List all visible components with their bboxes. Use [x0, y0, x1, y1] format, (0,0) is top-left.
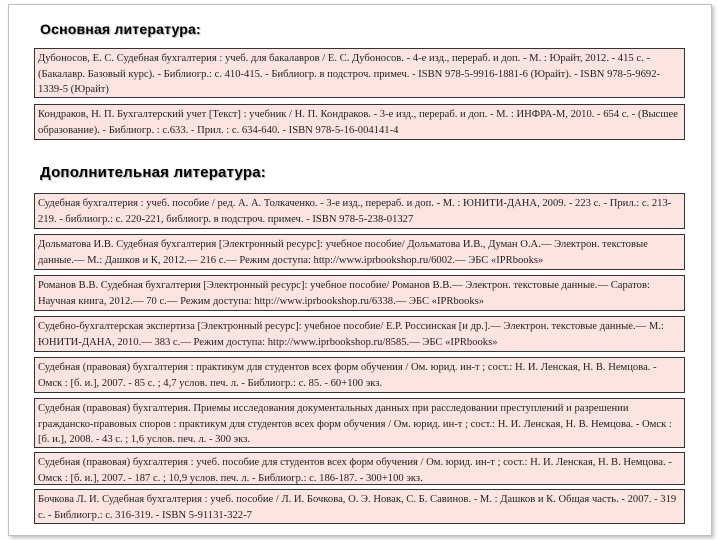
extra-reference-6: Судебная (правовая) бухгалтерия. Приемы исследования документальных данных при расследовании преступлений и разрешении гражданско-правовых споров : практикум для студентов всех форм обучения / Ом. юрид. ин-т ; сост.: Н. И. Ленская, Н. В. Немцова. - Омск : [б. и.], 2008. - 43 с. ; 1,6 услов. печ. л. - 300 экз.	[34, 398, 685, 448]
extra-reference-7: Судебная (правовая) бухгалтерия : учеб. пособие для студентов всех форм обучения / Ом. юрид. ин-т ; сост.: Н. И. Ленская, Н. В. Немцова. - Омск : [б. и.], 2007. - 187 с. ; 10,9 услов. печ. л. - Библиогр.: с. 186-187. - 300+100 экз.	[34, 452, 685, 485]
main-reference-2: Кондраков, Н. П. Бухгалтерский учет [Текст] : учебник / Н. П. Кондраков. - 3-е изд., перераб. и доп. - М. : ИНФРА-М, 2010. - 654 с. - (Высшее образование). - Библиогр. : с.633. - Прил. : с. 634-640. - ISBN 978-5-16-004141-4	[34, 104, 685, 140]
extra-reference-5: Судебная (правовая) бухгалтерия : практикум для студентов всех форм обучения / Ом. юрид. ин-т ; сост.: Н. И. Ленская, Н. В. Немцова. - Омск : [б. и.], 2007. - 85 с. ; 4,7 услов. печ. л. - Библиогр.: с. 85. - 60+100 экз.	[34, 357, 685, 393]
extra-reference-3: Романов В.В. Судебная бухгалтерия [Электронный ресурс]: учебное пособие/ Романов В.В.— Электрон. текстовые данные.— Саратов: Научная книга, 2012.— 70 c.— Режим доступа: http://www.iprbookshop.ru/6338.— ЭБС «IPRbooks»	[34, 275, 685, 311]
extra-reference-4: Судебно-бухгалтерская экспертиза [Электронный ресурс]: учебное пособие/ Е.Р. Россинская [и др.].— Электрон. текстовые данные.— М.: ЮНИТИ-ДАНА, 2010.— 383 c.— Режим доступа: http://www.iprbookshop.ru/8585.— ЭБС «IPRbooks»	[34, 316, 685, 352]
main-literature-heading: Основная литература:	[40, 21, 201, 37]
extra-reference-2: Дольматова И.В. Судебная бухгалтерия [Электронный ресурс]: учебное пособие/ Дольматова И.В., Думан О.А.— Электрон. текстовые данные.— М.: Дашков и К, 2012.— 216 c.— Режим доступа: http://www.iprbookshop.ru/6002.— ЭБС «IPRbooks»	[34, 234, 685, 270]
extra-literature-heading: Дополнительная литература:	[40, 164, 266, 181]
main-reference-1: Дубоносов, Е. С. Судебная бухгалтерия : учеб. для бакалавров / Е. С. Дубоносов. - 4-е изд., перераб. и доп. - М. : Юрайт, 2012. - 415 с. - (Бакалавр. Базовый курс). - Библиогр.: с. 410-415. - Библиогр. в подстроч. примеч. - ISBN 978-5-9916-1881-6 (Юрайт). - ISBN 978-5-9692-1339-5 (Юрайт)	[34, 48, 685, 98]
extra-reference-1: Судебная бухгалтерия : учеб. пособие / ред. А. А. Толкаченко. - 3-е изд., перераб. и доп. - М. : ЮНИТИ-ДАНА, 2009. - 223 с. - Прил.: с. 213-219. - библиогр.: с. 220-221, библиогр. в подстроч. примеч. - ISBN 978-5-238-01327	[34, 193, 685, 229]
extra-reference-8: Бочкова Л. И. Судебная бухгалтерия : учеб. пособие / Л. И. Бочкова, О. Э. Новак, С. Б. Савинов. - М. : Дашков и К. Общая часть. - 2007. - 319 с. - Библиогр.: с. 316-319. - ISBN 5-91131-322-7	[34, 489, 685, 524]
